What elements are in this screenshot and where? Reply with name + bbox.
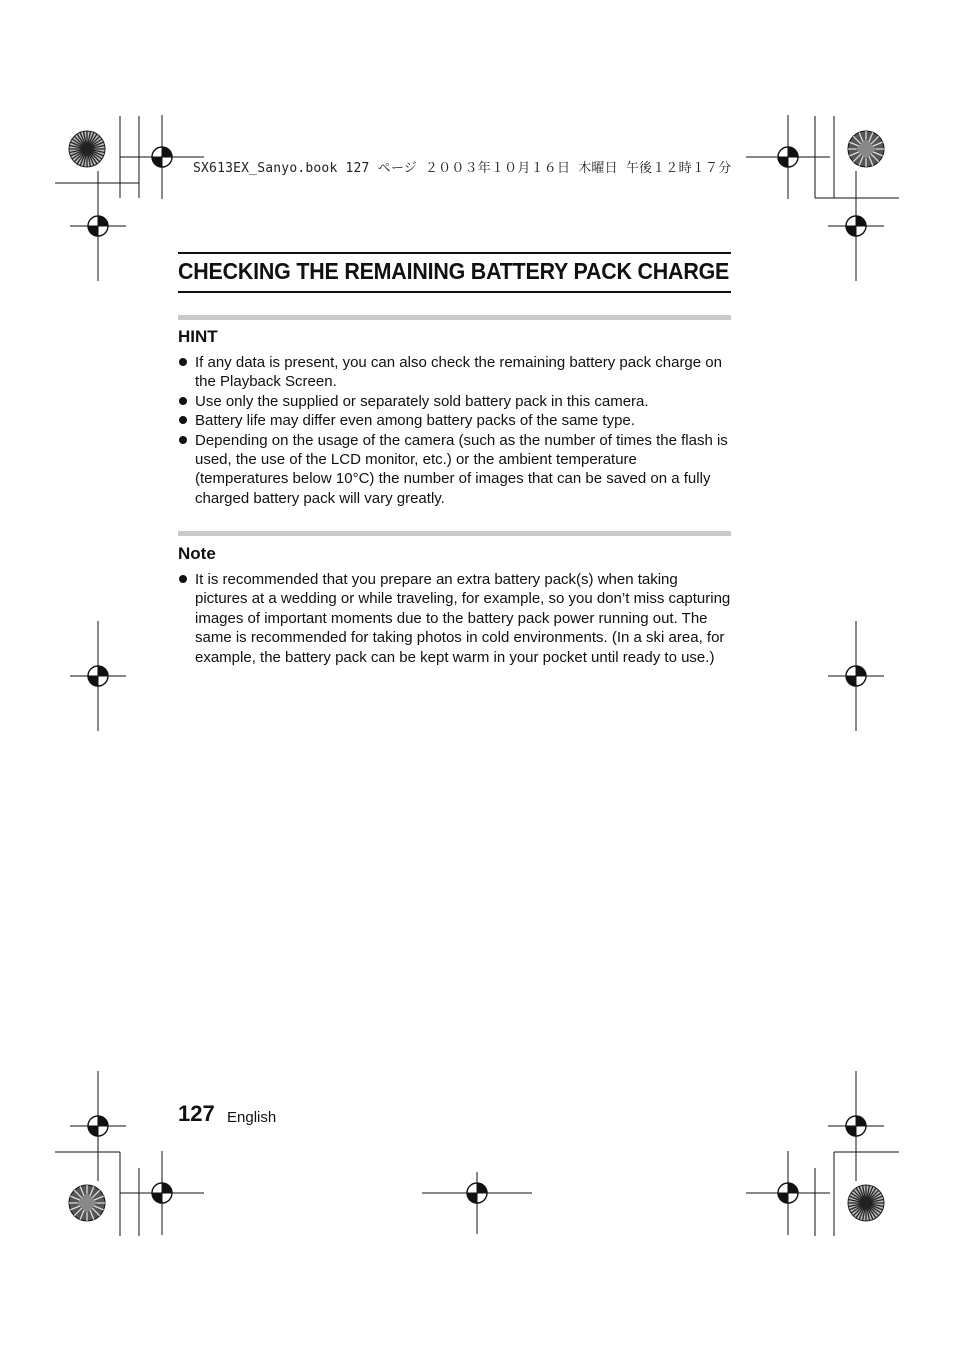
page-language: English <box>227 1109 277 1126</box>
note-heading: Note <box>178 544 216 563</box>
hint-heading: HINT <box>178 327 218 346</box>
page-number: 127 <box>178 1101 215 1126</box>
title-top-rule <box>178 252 731 254</box>
hint-item: Battery life may differ even among battery packs of the same type. <box>178 411 734 430</box>
note-list <box>178 570 734 667</box>
bullet-icon <box>179 436 187 444</box>
bullet-icon <box>179 397 187 405</box>
bullet-icon <box>179 575 187 583</box>
hint-item: Use only the supplied or separately sold battery pack in this camera. <box>178 392 734 411</box>
bullet-icon <box>179 416 187 424</box>
title-bottom-rule <box>178 291 731 293</box>
hint-item: Depending on the usage of the camera (such as the number of times the flash is used, the use of the LCD monitor, etc.) or the ambient temperature (temperatures below 10°C) the number of images that can be saved on a fully charged battery pack will vary greatly. <box>178 431 734 509</box>
print-header: SX613EX_Sanyo.book 127 ページ ２００３年１０月１６日 木曜日 午後１２時１７分 <box>193 161 732 176</box>
note-divider <box>178 531 731 536</box>
bullet-icon <box>179 358 187 366</box>
hint-item: If any data is present, you can also check the remaining battery pack charge on the Playback Screen. <box>178 353 734 392</box>
note-item: It is recommended that you prepare an extra battery pack(s) when taking pictures at a wedding or while traveling, for example, so you don’t miss capturing images of important moments due to the battery pack power running out. The same is recommended for taking photos in cold environments. (In a ski area, for example, the battery pack can be kept warm in your pocket until ready to use.) <box>178 570 734 667</box>
hint-divider <box>178 315 731 320</box>
page-title: CHECKING THE REMAINING BATTERY PACK CHARGE <box>178 258 730 284</box>
hint-list <box>178 353 734 508</box>
